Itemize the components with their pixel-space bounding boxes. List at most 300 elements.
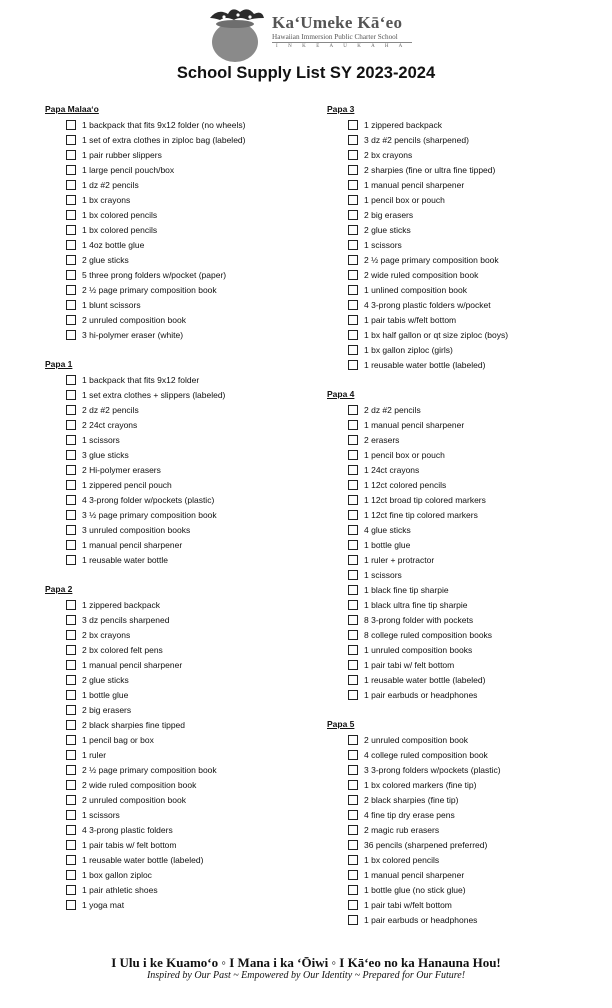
checkbox[interactable] <box>66 420 76 430</box>
list-item <box>45 192 315 207</box>
item-label: 3 hi-polymer eraser (white) <box>82 329 184 340</box>
checkbox[interactable] <box>348 795 358 805</box>
page-title: School Supply List SY 2023-2024 <box>176 64 436 82</box>
checkbox[interactable] <box>66 315 76 325</box>
list-item <box>327 627 597 642</box>
supply-list <box>327 402 597 702</box>
list-item <box>327 552 597 567</box>
checkbox[interactable] <box>348 570 358 580</box>
logo-divider <box>272 42 412 43</box>
list-item <box>327 582 597 597</box>
checkbox[interactable] <box>66 825 76 835</box>
item-label: 1 bx colored pencils <box>82 224 158 235</box>
list-item <box>45 237 315 252</box>
list-item <box>327 297 597 312</box>
item-label: 2 big erasers <box>82 704 132 715</box>
checkbox[interactable] <box>66 390 76 400</box>
list-item <box>45 867 315 882</box>
item-label: 1 yoga mat <box>82 899 125 910</box>
list-item <box>45 372 315 387</box>
checkbox[interactable] <box>66 780 76 790</box>
list-item <box>45 837 315 852</box>
list-item <box>327 237 597 252</box>
list-item <box>327 507 597 522</box>
list-item <box>45 147 315 162</box>
supply-list <box>327 117 597 372</box>
checkbox[interactable] <box>66 180 76 190</box>
list-item <box>45 552 315 567</box>
checkbox[interactable] <box>348 495 358 505</box>
item-label: 1 scissors <box>82 434 120 445</box>
checkbox[interactable] <box>66 240 76 250</box>
list-item <box>327 597 597 612</box>
item-label: 1 pair tabi w/ felt bottom <box>364 659 455 670</box>
item-label: 4 3-prong plastic folders w/pocket <box>364 299 491 310</box>
item-label: 1 pair earbuds or headphones <box>364 689 478 700</box>
list-item <box>327 147 597 162</box>
list-item <box>45 747 315 762</box>
checkbox[interactable] <box>66 810 76 820</box>
list-item <box>45 672 315 687</box>
list-item <box>327 132 597 147</box>
checkbox[interactable] <box>348 690 358 700</box>
list-item <box>45 327 315 342</box>
item-label: 1 bx crayons <box>82 194 131 205</box>
item-label: 2 black sharpies (fine tip) <box>364 794 459 805</box>
checkbox[interactable] <box>348 855 358 865</box>
list-item <box>45 177 315 192</box>
item-label: 1 reusable water bottle (labeled) <box>364 359 486 370</box>
checkbox[interactable] <box>348 465 358 475</box>
list-item <box>45 612 315 627</box>
item-label: 36 pencils (sharpened preferred) <box>364 839 488 850</box>
item-label: 2 dz #2 pencils <box>82 404 139 415</box>
checkbox[interactable] <box>348 900 358 910</box>
item-label: 1 scissors <box>364 569 402 580</box>
item-label: 1 set of extra clothes in ziploc bag (labeled) <box>82 134 246 145</box>
item-label: 1 bottle glue <box>82 689 129 700</box>
supply-section <box>327 103 597 372</box>
list-item <box>45 447 315 462</box>
item-label: 1 blunt scissors <box>82 299 141 310</box>
list-item <box>327 162 597 177</box>
list-item <box>327 522 597 537</box>
item-label: 4 college ruled composition book <box>364 749 488 760</box>
checkbox[interactable] <box>348 210 358 220</box>
list-item <box>327 267 597 282</box>
checkbox[interactable] <box>348 675 358 685</box>
item-label: 4 3-prong plastic folders <box>82 824 173 835</box>
list-item <box>327 177 597 192</box>
item-label: 1 manual pencil sharpener <box>82 659 183 670</box>
list-item <box>45 852 315 867</box>
list-item <box>45 387 315 402</box>
checkbox[interactable] <box>66 150 76 160</box>
item-label: 1 reusable water bottle (labeled) <box>82 854 204 865</box>
checkbox[interactable] <box>348 405 358 415</box>
item-label: 1 pair tabis w/ felt bottom <box>82 839 177 850</box>
item-label: 1 pair tabis w/felt bottom <box>364 314 457 325</box>
item-label: 1 scissors <box>82 809 120 820</box>
list-item <box>327 672 597 687</box>
list-item <box>327 282 597 297</box>
checkbox[interactable] <box>348 450 358 460</box>
list-item <box>45 417 315 432</box>
list-item <box>45 627 315 642</box>
item-label: 1 ruler + protractor <box>364 554 435 565</box>
list-item <box>327 897 597 912</box>
item-label: 2 unruled composition book <box>364 734 468 745</box>
supply-list <box>45 372 315 567</box>
list-item <box>327 207 597 222</box>
item-label: 1 scissors <box>364 239 402 250</box>
item-label: 2 ½ page primary composition book <box>82 284 217 295</box>
checkbox[interactable] <box>348 330 358 340</box>
checkbox[interactable] <box>348 735 358 745</box>
list-item <box>45 522 315 537</box>
checkbox[interactable] <box>66 195 76 205</box>
item-label: 4 3-prong folder w/pockets (plastic) <box>82 494 215 505</box>
list-item <box>45 462 315 477</box>
checkbox[interactable] <box>348 840 358 850</box>
checkbox[interactable] <box>348 120 358 130</box>
checkbox[interactable] <box>348 885 358 895</box>
list-item <box>45 717 315 732</box>
checkbox[interactable] <box>66 210 76 220</box>
item-label: 2 black sharpies fine tipped <box>82 719 186 730</box>
checkbox[interactable] <box>348 510 358 520</box>
checkbox[interactable] <box>66 120 76 130</box>
checkbox[interactable] <box>66 900 76 910</box>
checkbox[interactable] <box>66 225 76 235</box>
item-label: 3 ½ page primary composition book <box>82 509 217 520</box>
checkbox[interactable] <box>348 435 358 445</box>
item-label: 1 unlined composition book <box>364 284 468 295</box>
item-label: 1 zippered backpack <box>82 599 160 610</box>
checkbox[interactable] <box>348 540 358 550</box>
checkbox[interactable] <box>348 915 358 925</box>
item-label: 1 bottle glue <box>364 539 411 550</box>
item-label: 2 ½ page primary composition book <box>364 254 499 265</box>
checkbox[interactable] <box>66 375 76 385</box>
item-label: 1 bx half gallon or qt size ziploc (boys) <box>364 329 509 340</box>
list-item <box>45 702 315 717</box>
item-label: 1 bx colored markers (fine tip) <box>364 779 477 790</box>
list-item <box>327 537 597 552</box>
checkbox[interactable] <box>348 315 358 325</box>
checkbox[interactable] <box>348 780 358 790</box>
checkbox[interactable] <box>348 225 358 235</box>
item-label: 8 3-prong folder with pockets <box>364 614 474 625</box>
footer-motto: I Ulu i ke Kuamoʻo ◦ I Mana i ka ʻŌiwi ◦ I Kāʻeo no ka Hanauna Hou! <box>111 955 501 970</box>
item-label: 1 pair rubber slippers <box>82 149 162 160</box>
list-item <box>45 267 315 282</box>
list-item <box>327 432 597 447</box>
supply-list <box>45 597 315 912</box>
item-label: 1 manual pencil sharpener <box>364 179 465 190</box>
checkbox[interactable] <box>66 735 76 745</box>
item-label: 1 large pencil pouch/box <box>82 164 175 175</box>
list-item <box>45 207 315 222</box>
item-label: 2 glue sticks <box>82 254 129 265</box>
checkbox[interactable] <box>66 855 76 865</box>
checkbox[interactable] <box>348 615 358 625</box>
item-label: 1 bottle glue (no stick glue) <box>364 884 466 895</box>
item-label: 1 pair earbuds or headphones <box>364 914 478 925</box>
checkbox[interactable] <box>348 360 358 370</box>
school-subtitle: Hawaiian Immersion Public Charter School <box>272 33 398 41</box>
item-label: 1 black ultra fine tip sharpie <box>364 599 468 610</box>
item-label: 1 manual pencil sharpener <box>364 869 465 880</box>
checkbox[interactable] <box>66 525 76 535</box>
checkbox[interactable] <box>348 420 358 430</box>
checkbox[interactable] <box>66 330 76 340</box>
item-label: 2 big erasers <box>364 209 414 220</box>
checkbox[interactable] <box>66 840 76 850</box>
list-item <box>327 417 597 432</box>
list-item <box>327 402 597 417</box>
supply-section <box>45 583 315 912</box>
checkbox[interactable] <box>66 480 76 490</box>
list-item <box>45 492 315 507</box>
list-item <box>327 117 597 132</box>
checkbox[interactable] <box>66 795 76 805</box>
checkbox[interactable] <box>348 600 358 610</box>
list-item <box>45 222 315 237</box>
item-label: 4 fine tip dry erase pens <box>364 809 455 820</box>
list-item <box>45 807 315 822</box>
checkbox[interactable] <box>348 150 358 160</box>
checkbox[interactable] <box>66 870 76 880</box>
checkbox[interactable] <box>348 480 358 490</box>
item-label: 1 12ct colored pencils <box>364 479 447 490</box>
item-label: 1 backpack that fits 9x12 folder (no wheels) <box>82 119 246 130</box>
supply-section <box>45 103 315 342</box>
checkbox[interactable] <box>348 180 358 190</box>
checkbox[interactable] <box>348 240 358 250</box>
item-label: 2 Hi-polymer erasers <box>82 464 161 475</box>
section-title: Papa 2 <box>45 584 73 594</box>
checkbox[interactable] <box>66 660 76 670</box>
checkbox[interactable] <box>66 885 76 895</box>
item-label: 1 pencil box or pouch <box>364 194 445 205</box>
item-label: 1 backpack that fits 9x12 folder <box>82 374 200 385</box>
list-item <box>45 792 315 807</box>
list-item <box>327 657 597 672</box>
checkbox[interactable] <box>66 495 76 505</box>
checkbox[interactable] <box>66 675 76 685</box>
item-label: 1 manual pencil sharpener <box>364 419 465 430</box>
checkbox[interactable] <box>66 645 76 655</box>
checkbox[interactable] <box>348 765 358 775</box>
checkbox[interactable] <box>66 630 76 640</box>
list-item <box>327 342 597 357</box>
item-label: 2 erasers <box>364 434 400 445</box>
checkbox[interactable] <box>66 285 76 295</box>
list-item <box>327 912 597 927</box>
checkbox[interactable] <box>66 450 76 460</box>
section-title: Papa Malaaʻo <box>45 104 99 114</box>
item-label: 3 glue sticks <box>82 449 129 460</box>
checkbox[interactable] <box>66 135 76 145</box>
list-item <box>45 897 315 912</box>
item-label: 2 bx crayons <box>364 149 413 160</box>
list-item <box>327 312 597 327</box>
item-label: 2 sharpies (fine or ultra fine tipped) <box>364 164 496 175</box>
list-item <box>45 597 315 612</box>
item-label: 2 glue sticks <box>364 224 411 235</box>
list-item <box>45 687 315 702</box>
item-label: 1 ruler <box>82 749 107 760</box>
calabash-with-leaves-logo <box>204 4 270 64</box>
checkbox[interactable] <box>348 660 358 670</box>
list-item <box>45 252 315 267</box>
checkbox[interactable] <box>66 255 76 265</box>
list-item <box>327 327 597 342</box>
list-item <box>45 657 315 672</box>
item-label: 1 box gallon ziploc <box>82 869 152 880</box>
section-title: Papa 4 <box>327 389 355 399</box>
item-label: 2 ½ page primary composition book <box>82 764 217 775</box>
checkbox[interactable] <box>66 435 76 445</box>
checkbox[interactable] <box>348 300 358 310</box>
checkbox[interactable] <box>66 750 76 760</box>
item-label: 1 dz #2 pencils <box>82 179 139 190</box>
list-item <box>45 642 315 657</box>
list-item <box>45 477 315 492</box>
checkbox[interactable] <box>348 645 358 655</box>
list-item <box>45 432 315 447</box>
item-label: 3 3-prong folders w/pockets (plastic) <box>364 764 501 775</box>
list-item <box>327 642 597 657</box>
item-label: 8 college ruled composition books <box>364 629 493 640</box>
list-item <box>45 777 315 792</box>
checkbox[interactable] <box>348 165 358 175</box>
list-item <box>327 807 597 822</box>
supply-list <box>45 117 315 342</box>
list-item <box>45 402 315 417</box>
list-item <box>45 762 315 777</box>
checkbox[interactable] <box>66 540 76 550</box>
item-label: 1 24ct crayons <box>364 464 420 475</box>
item-label: 2 wide ruled composition book <box>364 269 479 280</box>
item-label: 1 bx colored pencils <box>364 854 440 865</box>
list-item <box>45 312 315 327</box>
item-label: 2 wide ruled composition book <box>82 779 197 790</box>
checkbox[interactable] <box>66 270 76 280</box>
checkbox[interactable] <box>66 555 76 565</box>
list-item <box>327 477 597 492</box>
checkbox[interactable] <box>66 405 76 415</box>
list-item <box>327 822 597 837</box>
list-item <box>327 687 597 702</box>
checkbox[interactable] <box>66 615 76 625</box>
list-item <box>327 192 597 207</box>
checkbox[interactable] <box>348 585 358 595</box>
right-column <box>327 103 597 927</box>
list-item <box>327 777 597 792</box>
list-item <box>45 162 315 177</box>
section-title: Papa 1 <box>45 359 73 369</box>
checkbox[interactable] <box>348 285 358 295</box>
checkbox[interactable] <box>348 255 358 265</box>
list-item <box>327 462 597 477</box>
checkbox[interactable] <box>66 510 76 520</box>
checkbox[interactable] <box>348 630 358 640</box>
item-label: 2 unruled composition book <box>82 794 186 805</box>
item-label: 1 set extra clothes + slippers (labeled) <box>82 389 226 400</box>
list-item <box>327 447 597 462</box>
list-item <box>45 117 315 132</box>
checkbox[interactable] <box>66 165 76 175</box>
supply-section <box>327 718 597 927</box>
item-label: 1 bx gallon ziploc (girls) <box>364 344 453 355</box>
checkbox[interactable] <box>348 810 358 820</box>
item-label: 1 unruled composition books <box>364 644 473 655</box>
item-label: 1 black fine tip sharpie <box>364 584 449 595</box>
list-item <box>45 507 315 522</box>
checkbox[interactable] <box>348 135 358 145</box>
list-item <box>45 537 315 552</box>
checkbox[interactable] <box>348 270 358 280</box>
checkbox[interactable] <box>66 705 76 715</box>
checkbox[interactable] <box>66 690 76 700</box>
checkbox[interactable] <box>66 720 76 730</box>
checkbox[interactable] <box>66 600 76 610</box>
checkbox[interactable] <box>348 750 358 760</box>
item-label: 1 pencil bag or box <box>82 734 154 745</box>
list-item <box>327 882 597 897</box>
item-label: 1 manual pencil sharpener <box>82 539 183 550</box>
item-label: 1 12ct fine tip colored markers <box>364 509 478 520</box>
item-label: 1 bx colored pencils <box>82 209 158 220</box>
left-column <box>45 103 315 912</box>
list-item <box>327 837 597 852</box>
school-logo <box>204 4 424 64</box>
list-item <box>327 567 597 582</box>
checkbox[interactable] <box>66 465 76 475</box>
checkbox[interactable] <box>66 765 76 775</box>
item-label: 1 reusable water bottle <box>82 554 168 565</box>
list-item <box>45 882 315 897</box>
checkbox[interactable] <box>348 195 358 205</box>
item-label: 2 bx crayons <box>82 629 131 640</box>
item-label: 1 12ct broad tip colored markers <box>364 494 486 505</box>
item-label: 2 24ct crayons <box>82 419 138 430</box>
item-label: 3 unruled composition books <box>82 524 191 535</box>
list-item <box>45 822 315 837</box>
list-item <box>327 252 597 267</box>
checkbox[interactable] <box>348 555 358 565</box>
item-label: 2 glue sticks <box>82 674 129 685</box>
list-item <box>327 732 597 747</box>
section-title: Papa 5 <box>327 719 355 729</box>
checkbox[interactable] <box>348 525 358 535</box>
item-label: 4 glue sticks <box>364 524 411 535</box>
checkbox[interactable] <box>348 825 358 835</box>
checkbox[interactable] <box>348 345 358 355</box>
section-title: Papa 3 <box>327 104 355 114</box>
item-label: 1 4oz bottle glue <box>82 239 145 250</box>
checkbox[interactable] <box>348 870 358 880</box>
item-label: 5 three prong folders w/pocket (paper) <box>82 269 227 280</box>
checkbox[interactable] <box>66 300 76 310</box>
item-label: 2 unruled composition book <box>82 314 186 325</box>
item-label: 2 dz #2 pencils <box>364 404 421 415</box>
item-label: 1 zippered pencil pouch <box>82 479 172 490</box>
list-item <box>45 132 315 147</box>
list-item <box>45 282 315 297</box>
